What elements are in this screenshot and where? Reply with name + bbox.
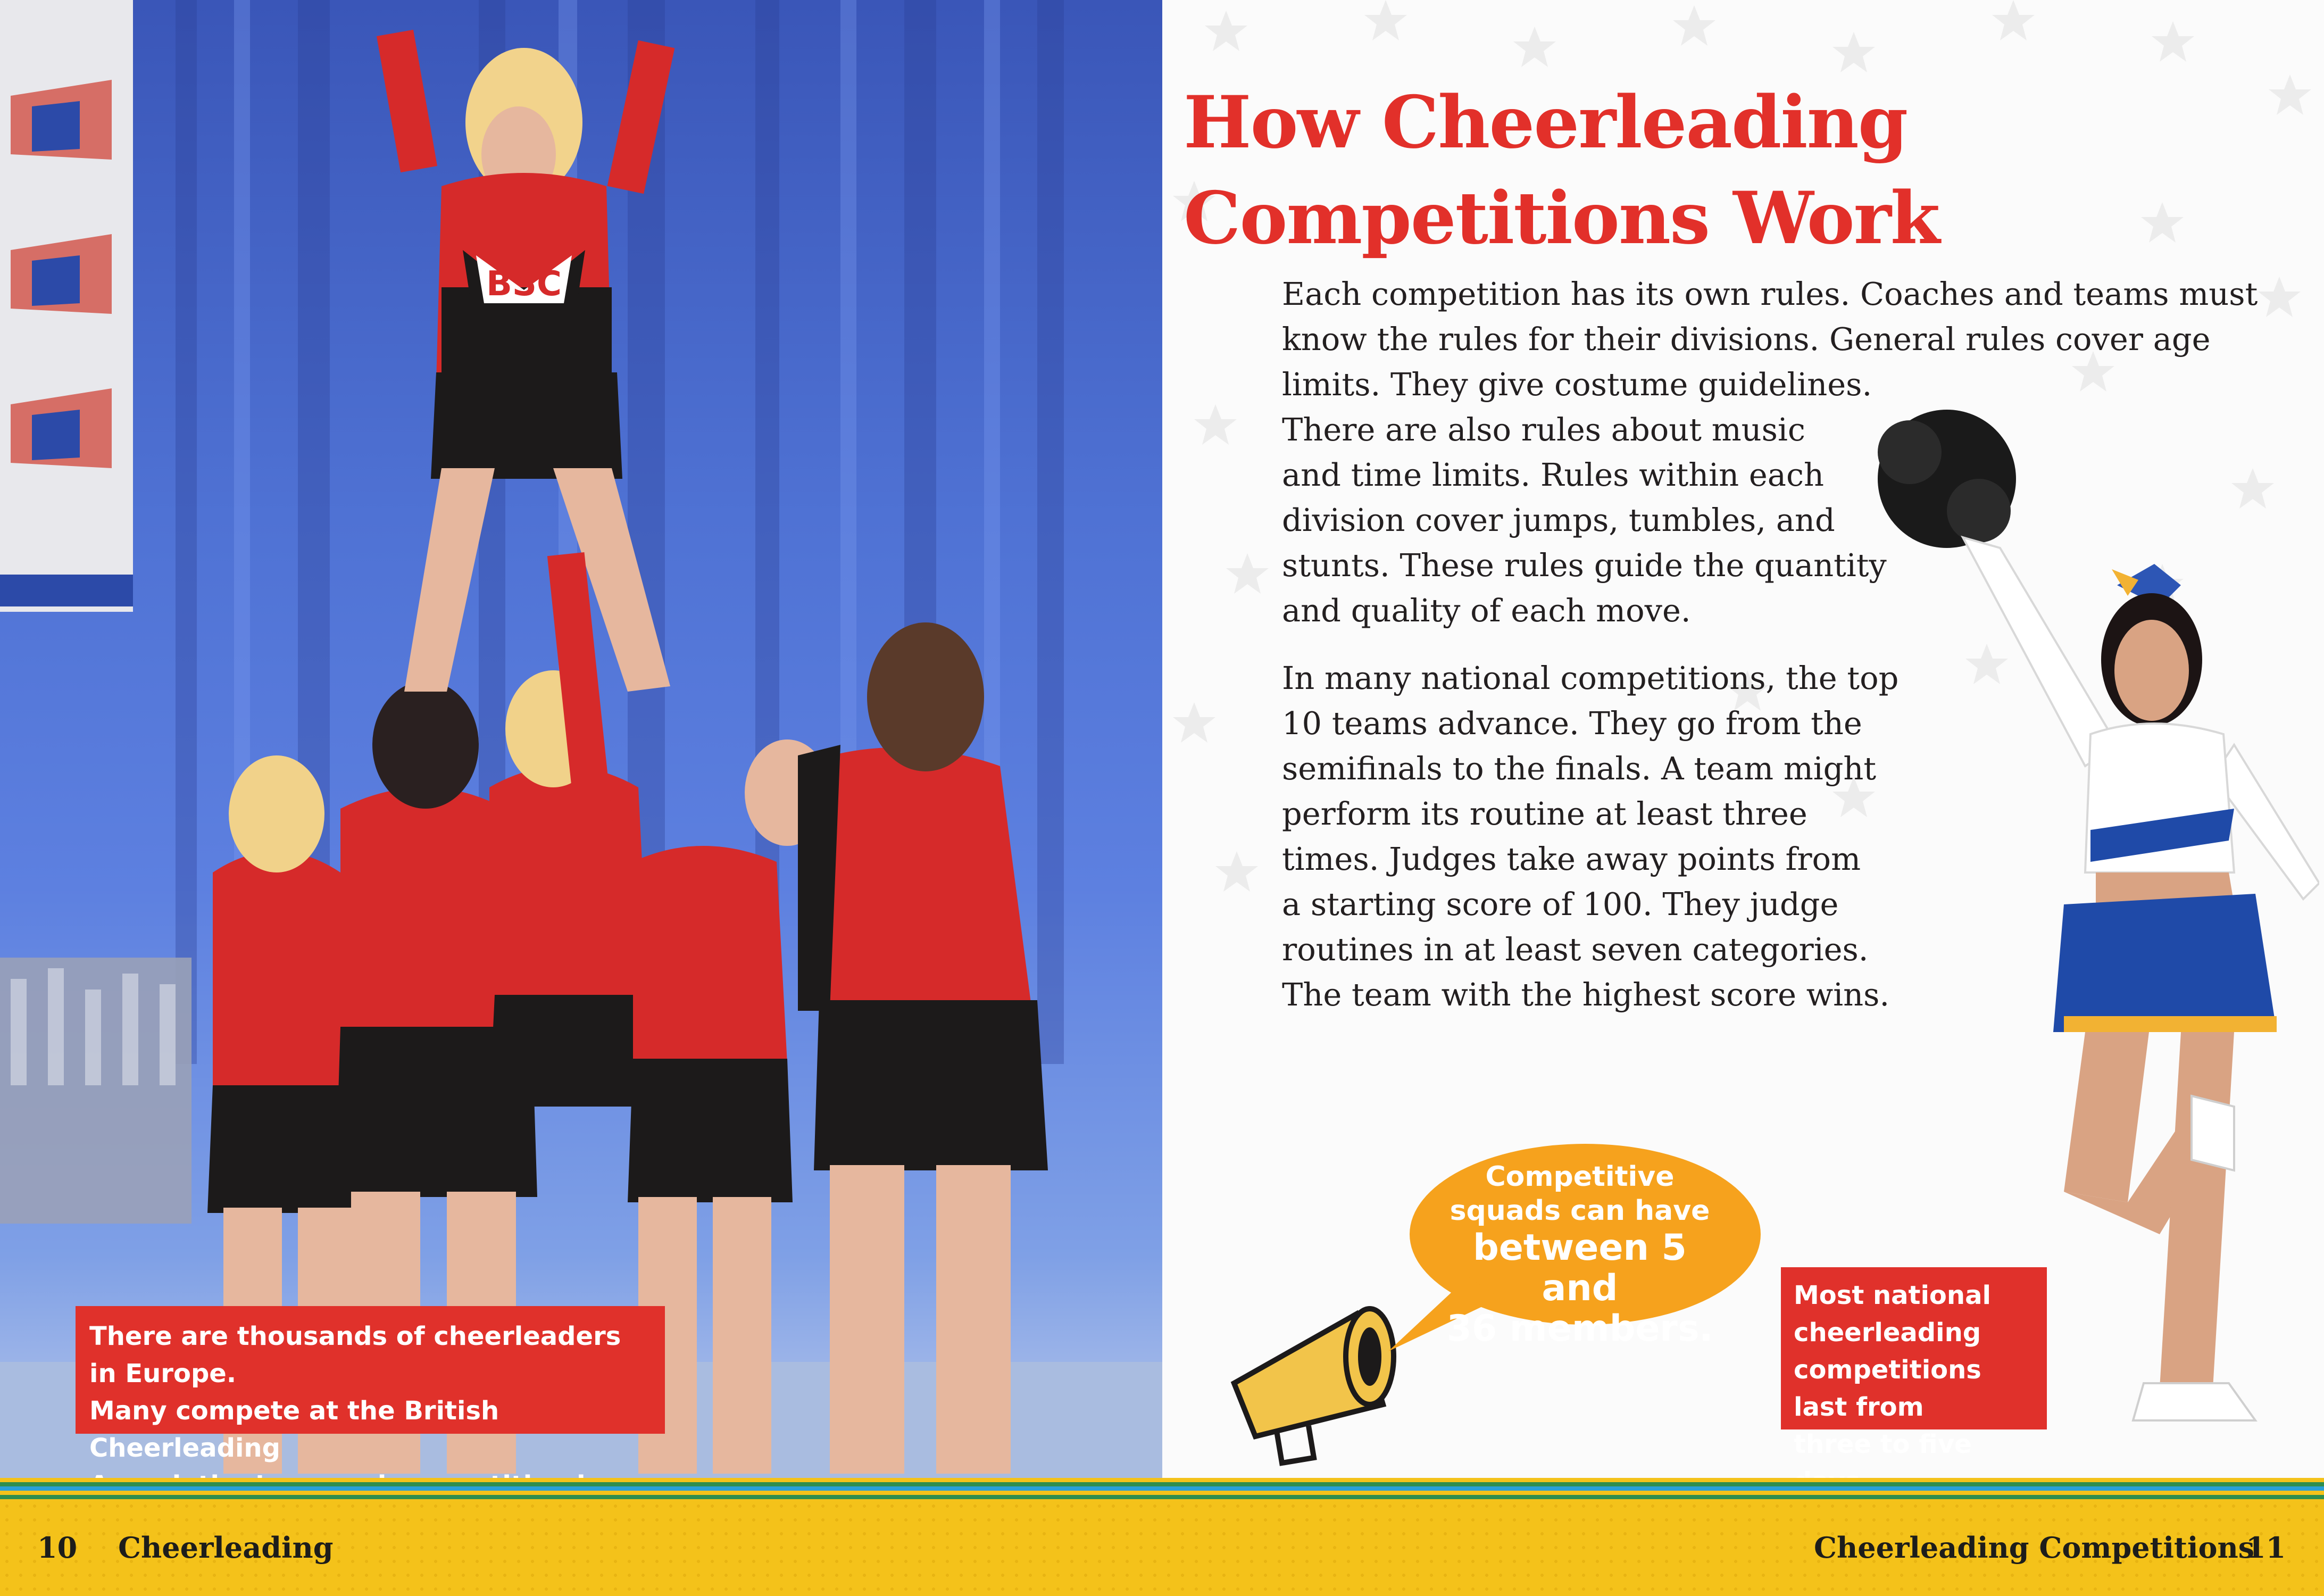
caption-right-line: competitions last from (1794, 1355, 1981, 1422)
caption-right-line: Most national (1794, 1281, 1991, 1310)
footer-stripes (0, 1478, 2324, 1499)
paragraph-line: The team with the highest score wins. (1282, 976, 1890, 1013)
paragraph-line: and quality of each move. (1282, 592, 1691, 629)
paragraph-line: know the rules for their divisions. General rules cover age (1282, 321, 2211, 358)
paragraph-line: 10 teams advance. They go from the (1282, 705, 1862, 742)
photo-caption-right (1781, 1267, 2047, 1459)
paragraph-line: routines in at least seven categories. (1282, 931, 1869, 968)
jersey-text: BSC (486, 264, 562, 304)
speech-bubble-text (1431, 1160, 1729, 1349)
caption-right-line: three to five (1794, 1429, 1972, 1459)
paragraph-line: In many national competitions, the top (1282, 660, 1899, 696)
page-title (1184, 74, 1939, 266)
bubble-line: squads can have (1450, 1195, 1710, 1227)
paragraph-line: There are also rules about music (1282, 411, 1805, 448)
left-page-number: 10 (37, 1531, 78, 1565)
footer-bar (0, 1499, 2324, 1596)
paragraph-line: limits. They give costume guidelines. (1282, 366, 1872, 403)
paragraph-line: times. Judges take away points from (1282, 841, 1861, 877)
trophies (0, 958, 191, 1224)
bubble-line-emphasis: 36 members. (1446, 1308, 1713, 1350)
paragraph-line: stunts. These rules guide the quantity (1282, 547, 1887, 584)
bubble-line-emphasis: between 5 and (1473, 1227, 1687, 1309)
paragraph-line: and time limits. Rules within each (1282, 456, 1825, 493)
title-line: How Cheerleading (1184, 80, 1907, 164)
title-line: Competitions Work (1184, 176, 1939, 260)
pompom-icon (1878, 410, 2016, 548)
paragraph-line: a starting score of 100. They judge (1282, 886, 1839, 922)
paragraph-line: semifinals to the finals. A team might (1282, 750, 1877, 787)
right-running-title: Cheerleading Competitions (1814, 1531, 2255, 1565)
megaphone-icon (1234, 1309, 1394, 1463)
caption-left-line: Many compete at the British Cheerleading (89, 1396, 499, 1463)
paragraph-line: division cover jumps, tumbles, and (1282, 502, 1835, 538)
right-page-number: 11 (2246, 1531, 2286, 1565)
cheer-stunt-photo (0, 0, 1162, 1478)
left-running-title: Cheerleading (118, 1531, 334, 1565)
bubble-line: Competitive (1485, 1161, 1675, 1193)
paragraph-line: Each competition has its own rules. Coaches and teams must (1282, 276, 2258, 312)
caption-left-line: There are thousands of cheerleaders in Europe. (89, 1321, 621, 1389)
photo-caption-left (76, 1306, 665, 1463)
caption-right-line: cheerleading (1794, 1318, 1981, 1348)
photo-illustration (0, 0, 1162, 1478)
paragraph-line: perform its routine at least three (1282, 795, 1807, 832)
